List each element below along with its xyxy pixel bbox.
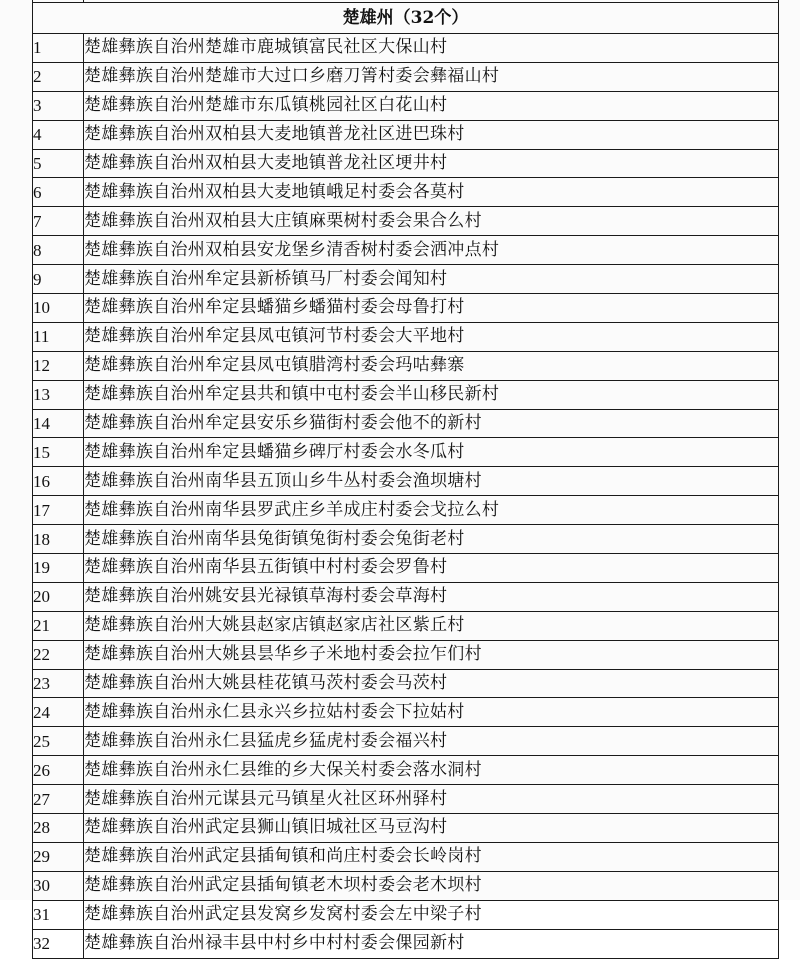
table-row [33, 814, 779, 843]
village-name-cell: 楚雄彝族自治州武定县插甸镇老木坝村委会老木坝村 [84, 871, 779, 900]
village-name-cell: 楚雄彝族自治州永仁县猛虎乡猛虎村委会福兴村 [84, 727, 779, 756]
row-number-cell: 21 [33, 611, 84, 640]
table-title: 楚雄州（32个） [342, 8, 469, 28]
village-name-cell: 楚雄彝族自治州南华县五街镇中村村委会罗鲁村 [84, 554, 779, 583]
village-name-cell: 楚雄彝族自治州姚安县光禄镇草海村委会草海村 [84, 582, 779, 611]
table-row [33, 669, 779, 698]
table-row [33, 236, 779, 265]
row-number-cell: 16 [33, 467, 84, 496]
row-number-cell: 10 [33, 294, 84, 323]
village-name-cell: 楚雄彝族自治州牟定县凤屯镇河节村委会大平地村 [84, 322, 779, 351]
table-header-row [33, 3, 779, 34]
table-row [33, 62, 779, 91]
table-row [33, 611, 779, 640]
row-number-cell: 25 [33, 727, 84, 756]
village-name-cell: 楚雄彝族自治州大姚县昙华乡子米地村委会拉乍们村 [84, 640, 779, 669]
table-row [33, 698, 779, 727]
row-number-cell: 17 [33, 496, 84, 525]
row-number-cell: 15 [33, 438, 84, 467]
table-row [33, 207, 779, 236]
table-row [33, 34, 779, 63]
table-row [33, 842, 779, 871]
village-name-cell: 楚雄彝族自治州牟定县共和镇中屯村委会半山移民新村 [84, 380, 779, 409]
village-name-cell: 楚雄彝族自治州楚雄市大过口乡磨刀箐村委会彝福山村 [84, 62, 779, 91]
village-name-cell: 楚雄彝族自治州武定县狮山镇旧城社区马豆沟村 [84, 814, 779, 843]
table-row [33, 900, 779, 929]
village-name-cell: 楚雄彝族自治州双柏县大麦地镇普龙社区埂井村 [84, 149, 779, 178]
table-row [33, 640, 779, 669]
row-number-cell: 4 [33, 120, 84, 149]
row-number-cell: 22 [33, 640, 84, 669]
table-row [33, 351, 779, 380]
row-number-cell: 23 [33, 669, 84, 698]
village-name-cell: 楚雄彝族自治州双柏县安龙堡乡清香树村委会洒冲点村 [84, 236, 779, 265]
row-number-cell: 31 [33, 900, 84, 929]
table-row [33, 409, 779, 438]
village-name-cell: 楚雄彝族自治州武定县插甸镇和尚庄村委会长岭岗村 [84, 842, 779, 871]
row-number-cell: 20 [33, 582, 84, 611]
table-row [33, 438, 779, 467]
table-header-cell [33, 3, 779, 34]
table-row [33, 929, 779, 958]
row-number-cell: 14 [33, 409, 84, 438]
village-name-cell: 楚雄彝族自治州大姚县赵家店镇赵家店社区紫丘村 [84, 611, 779, 640]
village-name-cell: 楚雄彝族自治州南华县五顶山乡牛丛村委会渔坝塘村 [84, 467, 779, 496]
village-name-cell: 楚雄彝族自治州双柏县大麦地镇峨足村委会各莫村 [84, 178, 779, 207]
row-number-cell: 6 [33, 178, 84, 207]
village-name-cell: 楚雄彝族自治州牟定县蟠猫乡蟠猫村委会母鲁打村 [84, 294, 779, 323]
row-number-cell: 29 [33, 842, 84, 871]
row-number-cell: 26 [33, 756, 84, 785]
table-row [33, 727, 779, 756]
row-number-cell: 28 [33, 814, 84, 843]
table-row [33, 178, 779, 207]
table-row [33, 380, 779, 409]
village-table [32, 0, 779, 959]
table-row [33, 785, 779, 814]
table-row [33, 120, 779, 149]
village-name-cell: 楚雄彝族自治州永仁县永兴乡拉姑村委会下拉姑村 [84, 698, 779, 727]
table-row [33, 525, 779, 554]
village-name-cell: 楚雄彝族自治州楚雄市鹿城镇富民社区大保山村 [84, 34, 779, 63]
village-name-cell: 楚雄彝族自治州南华县兔街镇兔街村委会兔街老村 [84, 525, 779, 554]
table-row [33, 554, 779, 583]
village-name-cell: 楚雄彝族自治州双柏县大庄镇麻栗树村委会果合么村 [84, 207, 779, 236]
village-name-cell: 楚雄彝族自治州楚雄市东瓜镇桃园社区白花山村 [84, 91, 779, 120]
row-number-cell: 13 [33, 380, 84, 409]
village-name-cell: 楚雄彝族自治州南华县罗武庄乡羊成庄村委会戈拉么村 [84, 496, 779, 525]
table-row [33, 322, 779, 351]
village-name-cell: 楚雄彝族自治州牟定县蟠猫乡碑厅村委会水冬瓜村 [84, 438, 779, 467]
table-row [33, 496, 779, 525]
row-number-cell: 1 [33, 34, 84, 63]
row-number-cell: 19 [33, 554, 84, 583]
village-name-cell: 楚雄彝族自治州武定县发窝乡发窝村委会左中梁子村 [84, 900, 779, 929]
table-row [33, 294, 779, 323]
table-row [33, 91, 779, 120]
village-name-cell: 楚雄彝族自治州牟定县凤屯镇腊湾村委会玛咕彝寨 [84, 351, 779, 380]
table-row [33, 756, 779, 785]
village-table-body [33, 0, 779, 958]
row-number-cell: 27 [33, 785, 84, 814]
row-number-cell: 18 [33, 525, 84, 554]
village-name-cell: 楚雄彝族自治州牟定县安乐乡猫街村委会他不的新村 [84, 409, 779, 438]
row-number-cell: 7 [33, 207, 84, 236]
table-row [33, 265, 779, 294]
row-number-cell: 12 [33, 351, 84, 380]
row-number-cell: 30 [33, 871, 84, 900]
row-number-cell: 5 [33, 149, 84, 178]
village-name-cell: 楚雄彝族自治州大姚县桂花镇马茨村委会马茨村 [84, 669, 779, 698]
row-number-cell: 11 [33, 322, 84, 351]
village-name-cell: 楚雄彝族自治州永仁县维的乡大保关村委会落水洞村 [84, 756, 779, 785]
village-name-cell: 楚雄彝族自治州元谋县元马镇星火社区环州驿村 [84, 785, 779, 814]
village-name-cell: 楚雄彝族自治州禄丰县中村乡中村村委会倮园新村 [84, 929, 779, 958]
row-number-cell: 32 [33, 929, 84, 958]
table-row [33, 467, 779, 496]
row-number-cell: 9 [33, 265, 84, 294]
table-row [33, 149, 779, 178]
row-number-cell: 24 [33, 698, 84, 727]
village-name-cell: 楚雄彝族自治州双柏县大麦地镇普龙社区进巴珠村 [84, 120, 779, 149]
table-row [33, 582, 779, 611]
row-number-cell: 3 [33, 91, 84, 120]
village-name-cell: 楚雄彝族自治州牟定县新桥镇马厂村委会闻知村 [84, 265, 779, 294]
row-number-cell: 2 [33, 62, 84, 91]
row-number-cell: 8 [33, 236, 84, 265]
table-row [33, 871, 779, 900]
